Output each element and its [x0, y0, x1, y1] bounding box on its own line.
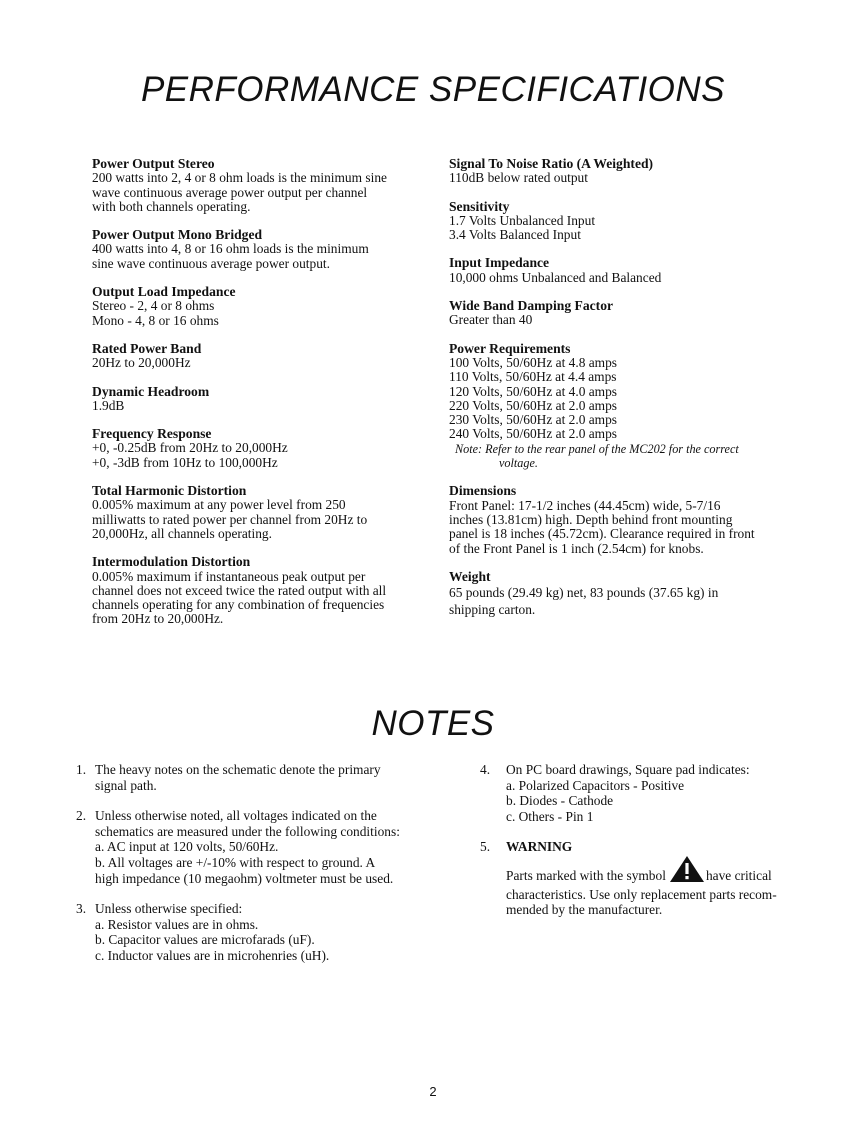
spec-heading: Weight [449, 568, 491, 584]
page-number: 2 [429, 1084, 437, 1099]
spec-input-impedance [449, 256, 789, 285]
spec-signal-to-noise [449, 157, 789, 186]
specs-right-column [449, 157, 789, 632]
note-line: mended by the manufacturer. [506, 902, 663, 918]
spec-heading: Total Harmonic Distortion [92, 483, 247, 499]
note-number: 2. [76, 808, 87, 824]
spec-line: 230 Volts, 50/60Hz at 2.0 amps [449, 412, 618, 428]
spec-line: 200 watts into 2, 4 or 8 ohm loads is the minimum sine [92, 170, 387, 186]
spec-heading: Dimensions [449, 483, 517, 499]
spec-line: 100 Volts, 50/60Hz at 4.8 amps [449, 354, 618, 370]
spec-frequency-response [92, 427, 422, 470]
notes-right-column [480, 762, 800, 933]
spec-intermodulation-distortion [92, 555, 422, 626]
note-3 [76, 901, 421, 963]
note-number: 3. [76, 901, 87, 917]
spec-heading: Dynamic Headroom [92, 383, 210, 399]
spec-line: 240 Volts, 50/60Hz at 2.0 amps [449, 426, 618, 442]
spec-line: Stereo - 2, 4 or 8 ohms [92, 298, 215, 314]
spec-line: 20Hz to 20,000Hz [92, 355, 191, 371]
note-line [506, 855, 800, 887]
spec-heading: Sensitivity [449, 198, 510, 214]
spec-line: 110 Volts, 50/60Hz at 4.4 amps [449, 369, 617, 385]
spec-heading: Power Output Stereo [92, 156, 215, 171]
specs-left-column [92, 157, 422, 641]
voltage-note-line2: voltage. [499, 456, 538, 471]
note-line: b. All voltages are +/-10% with respect to ground. A [95, 854, 376, 870]
spec-line: 1.9dB [92, 397, 125, 413]
note-line: a. AC input at 120 volts, 50/60Hz. [95, 839, 279, 855]
spec-line: Greater than 40 [449, 312, 533, 328]
spec-line: +0, -3dB from 10Hz to 100,000Hz [92, 454, 278, 470]
spec-heading: Input Impedance [449, 255, 550, 271]
note-line: b. Diodes - Cathode [506, 793, 614, 809]
spec-line: milliwatts to rated power per channel from 20Hz to [92, 511, 368, 527]
spec-heading: Signal To Noise Ratio (A Weighted) [449, 156, 654, 171]
spec-line: channel does not exceed twice the rated output with all [92, 582, 387, 598]
spec-power-requirements [449, 342, 789, 471]
spec-heading: Output Load Impedance [92, 284, 236, 300]
spec-line: inches (13.81cm) high. Depth behind front mounting [449, 511, 733, 527]
note-line: characteristics. Use only replacement parts recom- [506, 886, 777, 902]
note-line: c. Inductor values are in microhenries (uH). [95, 947, 330, 963]
spec-line: 110dB below rated output [449, 170, 588, 186]
note-line: high impedance (10 megaohm) voltmeter must be used. [95, 870, 394, 886]
note-line: The heavy notes on the schematic denote the primary [95, 762, 381, 777]
spec-line: +0, -0.25dB from 20Hz to 20,000Hz [92, 440, 288, 456]
spec-output-load-impedance [92, 285, 422, 328]
spec-line: 65 pounds (29.49 kg) net, 83 pounds (37.65 kg) in [449, 585, 719, 601]
spec-line: shipping carton. [449, 601, 536, 617]
note-line: c. Others - Pin 1 [506, 808, 594, 824]
spec-line: 3.4 Volts Balanced Input [449, 227, 581, 243]
spec-heading: Power Requirements [449, 340, 571, 356]
spec-line: wave continuous average power output per channel [92, 184, 368, 200]
note-number: 5. [480, 839, 491, 855]
spec-line: 120 Volts, 50/60Hz at 4.0 amps [449, 383, 618, 399]
spec-dimensions [449, 484, 789, 555]
notes-title: NOTES [371, 704, 495, 743]
note-2 [76, 808, 421, 886]
spec-heading: Rated Power Band [92, 340, 202, 356]
warning-title: WARNING [506, 839, 573, 855]
note-5-warning [480, 839, 800, 917]
spec-dynamic-headroom [92, 385, 422, 414]
warning-triangle-icon [669, 855, 705, 887]
note-line: b. Capacitor values are microfarads (uF). [95, 932, 315, 948]
note-line: On PC board drawings, Square pad indicates: [506, 762, 750, 777]
note-line: schematics are measured under the following conditions: [95, 823, 400, 839]
spec-line: 1.7 Volts Unbalanced Input [449, 212, 596, 228]
spec-line: 0.005% maximum at any power level from 250 [92, 497, 346, 513]
note-number: 4. [480, 762, 491, 777]
spec-total-harmonic-distortion [92, 484, 422, 541]
spec-sensitivity [449, 200, 789, 243]
note-4 [480, 762, 800, 824]
note-line: a. Resistor values are in ohms. [95, 916, 259, 932]
note-1 [76, 762, 421, 793]
spec-heading: Intermodulation Distortion [92, 554, 251, 570]
spec-line: 0.005% maximum if instantaneous peak output per [92, 568, 366, 584]
note-line: signal path. [95, 777, 157, 793]
spec-rated-power-band [92, 342, 422, 371]
warning-text-before: Parts marked with the symbol [506, 867, 666, 883]
spec-line: from 20Hz to 20,000Hz. [92, 611, 224, 627]
spec-line: 10,000 ohms Unbalanced and Balanced [449, 269, 662, 285]
page-title: PERFORMANCE SPECIFICATIONS [140, 70, 726, 109]
spec-line: 400 watts into 4, 8 or 16 ohm loads is the minimum [92, 241, 369, 257]
spec-damping-factor [449, 299, 789, 328]
spec-line: with both channels operating. [92, 198, 251, 214]
note-number: 1. [76, 762, 87, 777]
spec-line: Mono - 4, 8 or 16 ohms [92, 312, 219, 328]
spec-line: sine wave continuous average power output. [92, 255, 330, 271]
spec-weight [449, 570, 789, 618]
spec-line: 220 Volts, 50/60Hz at 2.0 amps [449, 397, 618, 413]
spec-line: of the Front Panel is 1 inch (2.54cm) for knobs. [449, 540, 704, 556]
spec-line: 20,000Hz, all channels operating. [92, 525, 272, 541]
spec-power-output-mono [92, 228, 422, 271]
notes-left-column [76, 762, 421, 979]
voltage-note-line1: Note: Refer to the rear panel of the MC202 for the correct [455, 441, 739, 456]
spec-power-output-stereo [92, 157, 422, 214]
spec-line: channels operating for any combination of frequencies [92, 597, 385, 613]
voltage-note [449, 442, 789, 471]
warning-text-after: have critical [705, 867, 772, 883]
spec-heading: Power Output Mono Bridged [92, 227, 263, 243]
spec-line: Front Panel: 17-1/2 inches (44.45cm) wide, 5-7/16 [449, 497, 721, 513]
note-line: Unless otherwise noted, all voltages indicated on the [95, 808, 377, 824]
spec-heading: Frequency Response [92, 426, 212, 442]
spec-heading: Wide Band Damping Factor [449, 298, 614, 314]
note-line: Unless otherwise specified: [95, 901, 243, 917]
spec-line: panel is 18 inches (45.72cm). Clearance required in front [449, 526, 755, 542]
note-line: a. Polarized Capacitors - Positive [506, 777, 685, 793]
